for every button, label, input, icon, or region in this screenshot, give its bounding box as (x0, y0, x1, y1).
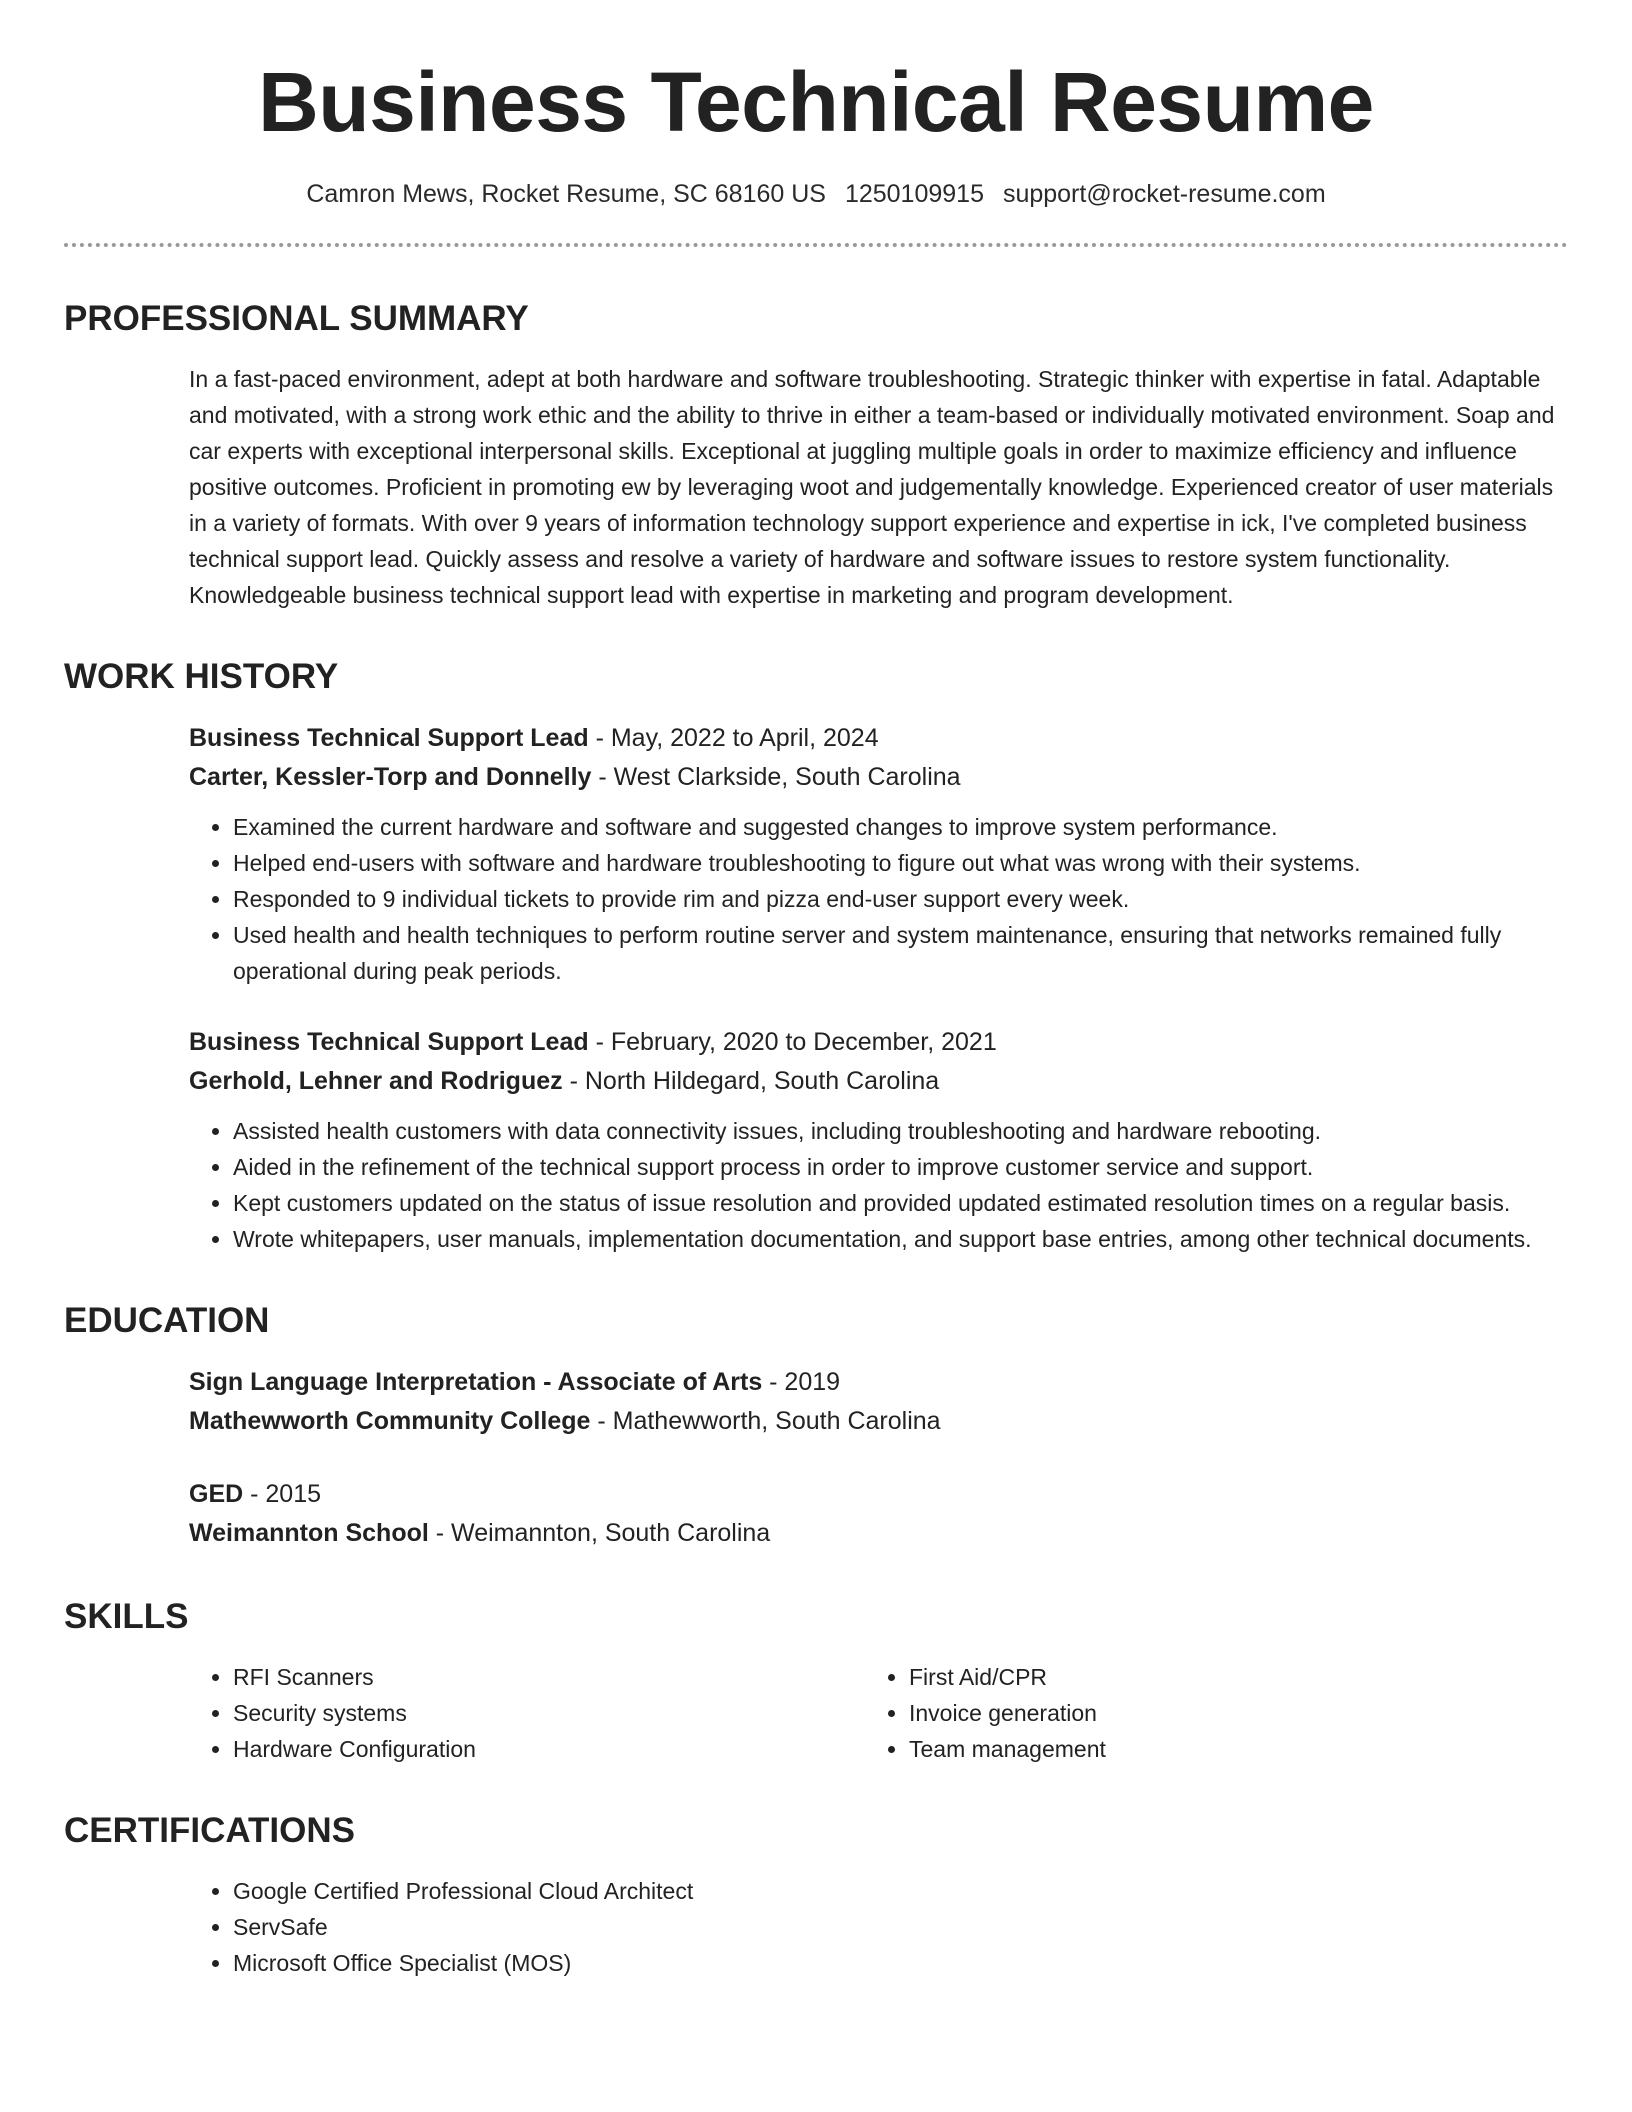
school-name: Mathewworth Community College (189, 1407, 591, 1436)
list-item: • Used health and health techniques to perform routine server and system maintenance, ensuring that networks remained fully operational during peak periods. (233, 917, 1568, 989)
contact-address: Camron Mews, Rocket Resume, SC 68160 US (306, 180, 826, 209)
job-location: - North Hildegard, South Carolina (562, 1067, 940, 1096)
work-section (64, 657, 1568, 1257)
list-item: • ServSafe (233, 1909, 1568, 1945)
job-entry (189, 1023, 1568, 1257)
degree-name: GED (189, 1480, 244, 1509)
degree-year: - 2019 (762, 1368, 841, 1397)
contact-line (64, 180, 1568, 209)
summary-heading: PROFESSIONAL SUMMARY (64, 299, 529, 339)
list-item: • Examined the current hardware and software and suggested changes to improve system performance. (233, 809, 1568, 845)
degree-line (189, 1363, 1568, 1402)
school-location: - Mathewworth, South Carolina (590, 1407, 941, 1436)
skills-grid (189, 1659, 1568, 1767)
education-entry (189, 1363, 1568, 1441)
list-item: • Assisted health customers with data connectivity issues, including troubleshooting and hardware rebooting. (233, 1113, 1568, 1149)
job-bullets (189, 809, 1568, 989)
list-item: • Kept customers updated on the status of issue resolution and provided updated estimated resolution times on a regular basis. (233, 1185, 1568, 1221)
job-bullets (189, 1113, 1568, 1257)
list-item: • RFI Scanners (233, 1659, 865, 1695)
skills-column-left (189, 1659, 865, 1767)
degree-line (189, 1475, 1568, 1514)
list-item: • Responded to 9 individual tickets to provide rim and pizza end-user support every week. (233, 881, 1568, 917)
job-company-line (189, 758, 1568, 797)
job-entry (189, 719, 1568, 989)
school-location: - Weimannton, South Carolina (428, 1519, 771, 1548)
job-company: Carter, Kessler-Torp and Donnelly (189, 763, 592, 792)
summary-section (64, 299, 1568, 613)
degree-name: Sign Language Interpretation - Associate of Arts (189, 1368, 763, 1397)
certifications-heading: CERTIFICATIONS (64, 1811, 356, 1851)
list-item: • Invoice generation (909, 1695, 1541, 1731)
skills-heading: SKILLS (64, 1597, 189, 1637)
school-line (189, 1402, 1568, 1441)
degree-year: - 2015 (243, 1480, 322, 1509)
job-dates: - May, 2022 to April, 2024 (588, 724, 879, 753)
summary-text: In a fast-paced environment, adept at both hardware and software troubleshooting. Strategic thinker with expertise in fatal. Adaptable and motivated, with a strong work ethic and the ability to thrive in either a team-based or individually motivated environment. Soap and car experts with exceptional interpersonal skills. Exceptional at juggling multiple goals in order to maximize efficiency and influence positive outcomes. Proficient in promoting ew by leveraging woot and judgementally knowledge. Experienced creator of user materials in a variety of formats. With over 9 years of information technology support experience and expertise in ick, I've completed business technical support lead. Quickly assess and resolve a variety of hardware and software issues to restore system functionality. Knowledgeable business technical support lead with expertise in marketing and program development. (189, 366, 1555, 609)
work-heading: WORK HISTORY (64, 657, 339, 697)
job-location: - West Clarkside, South Carolina (591, 763, 961, 792)
job-company-line (189, 1062, 1568, 1101)
skills-section (64, 1597, 1568, 1767)
education-section (64, 1301, 1568, 1553)
job-title-line (189, 719, 1568, 758)
job-role: Business Technical Support Lead (189, 1028, 589, 1057)
header-divider (64, 243, 1568, 247)
list-item: • Security systems (233, 1695, 865, 1731)
contact-email: support@rocket-resume.com (1002, 180, 1326, 209)
list-item: • Google Certified Professional Cloud Architect (233, 1873, 1568, 1909)
list-item: • First Aid/CPR (909, 1659, 1541, 1695)
list-item: • Aided in the refinement of the technical support process in order to improve customer service and support. (233, 1149, 1568, 1185)
contact-phone: 1250109915 (844, 180, 984, 209)
school-name: Weimannton School (189, 1519, 429, 1548)
certifications-section (64, 1811, 1568, 1981)
list-item: • Hardware Configuration (233, 1731, 865, 1767)
job-role: Business Technical Support Lead (189, 724, 589, 753)
skills-column-right (865, 1659, 1541, 1767)
education-heading: EDUCATION (64, 1301, 270, 1341)
school-line (189, 1514, 1568, 1553)
list-item: • Helped end-users with software and hardware troubleshooting to figure out what was wrong with their systems. (233, 845, 1568, 881)
list-item: • Microsoft Office Specialist (MOS) (233, 1945, 1568, 1981)
resume-title: Business Technical Resume (258, 55, 1374, 149)
job-company: Gerhold, Lehner and Rodriguez (189, 1067, 563, 1096)
job-title-line (189, 1023, 1568, 1062)
list-item: • Team management (909, 1731, 1541, 1767)
list-item: • Wrote whitepapers, user manuals, implementation documentation, and support base entries, among other technical documents. (233, 1221, 1568, 1257)
certifications-list (189, 1873, 1568, 1981)
job-dates: - February, 2020 to December, 2021 (588, 1028, 997, 1057)
education-entry (189, 1475, 1568, 1553)
